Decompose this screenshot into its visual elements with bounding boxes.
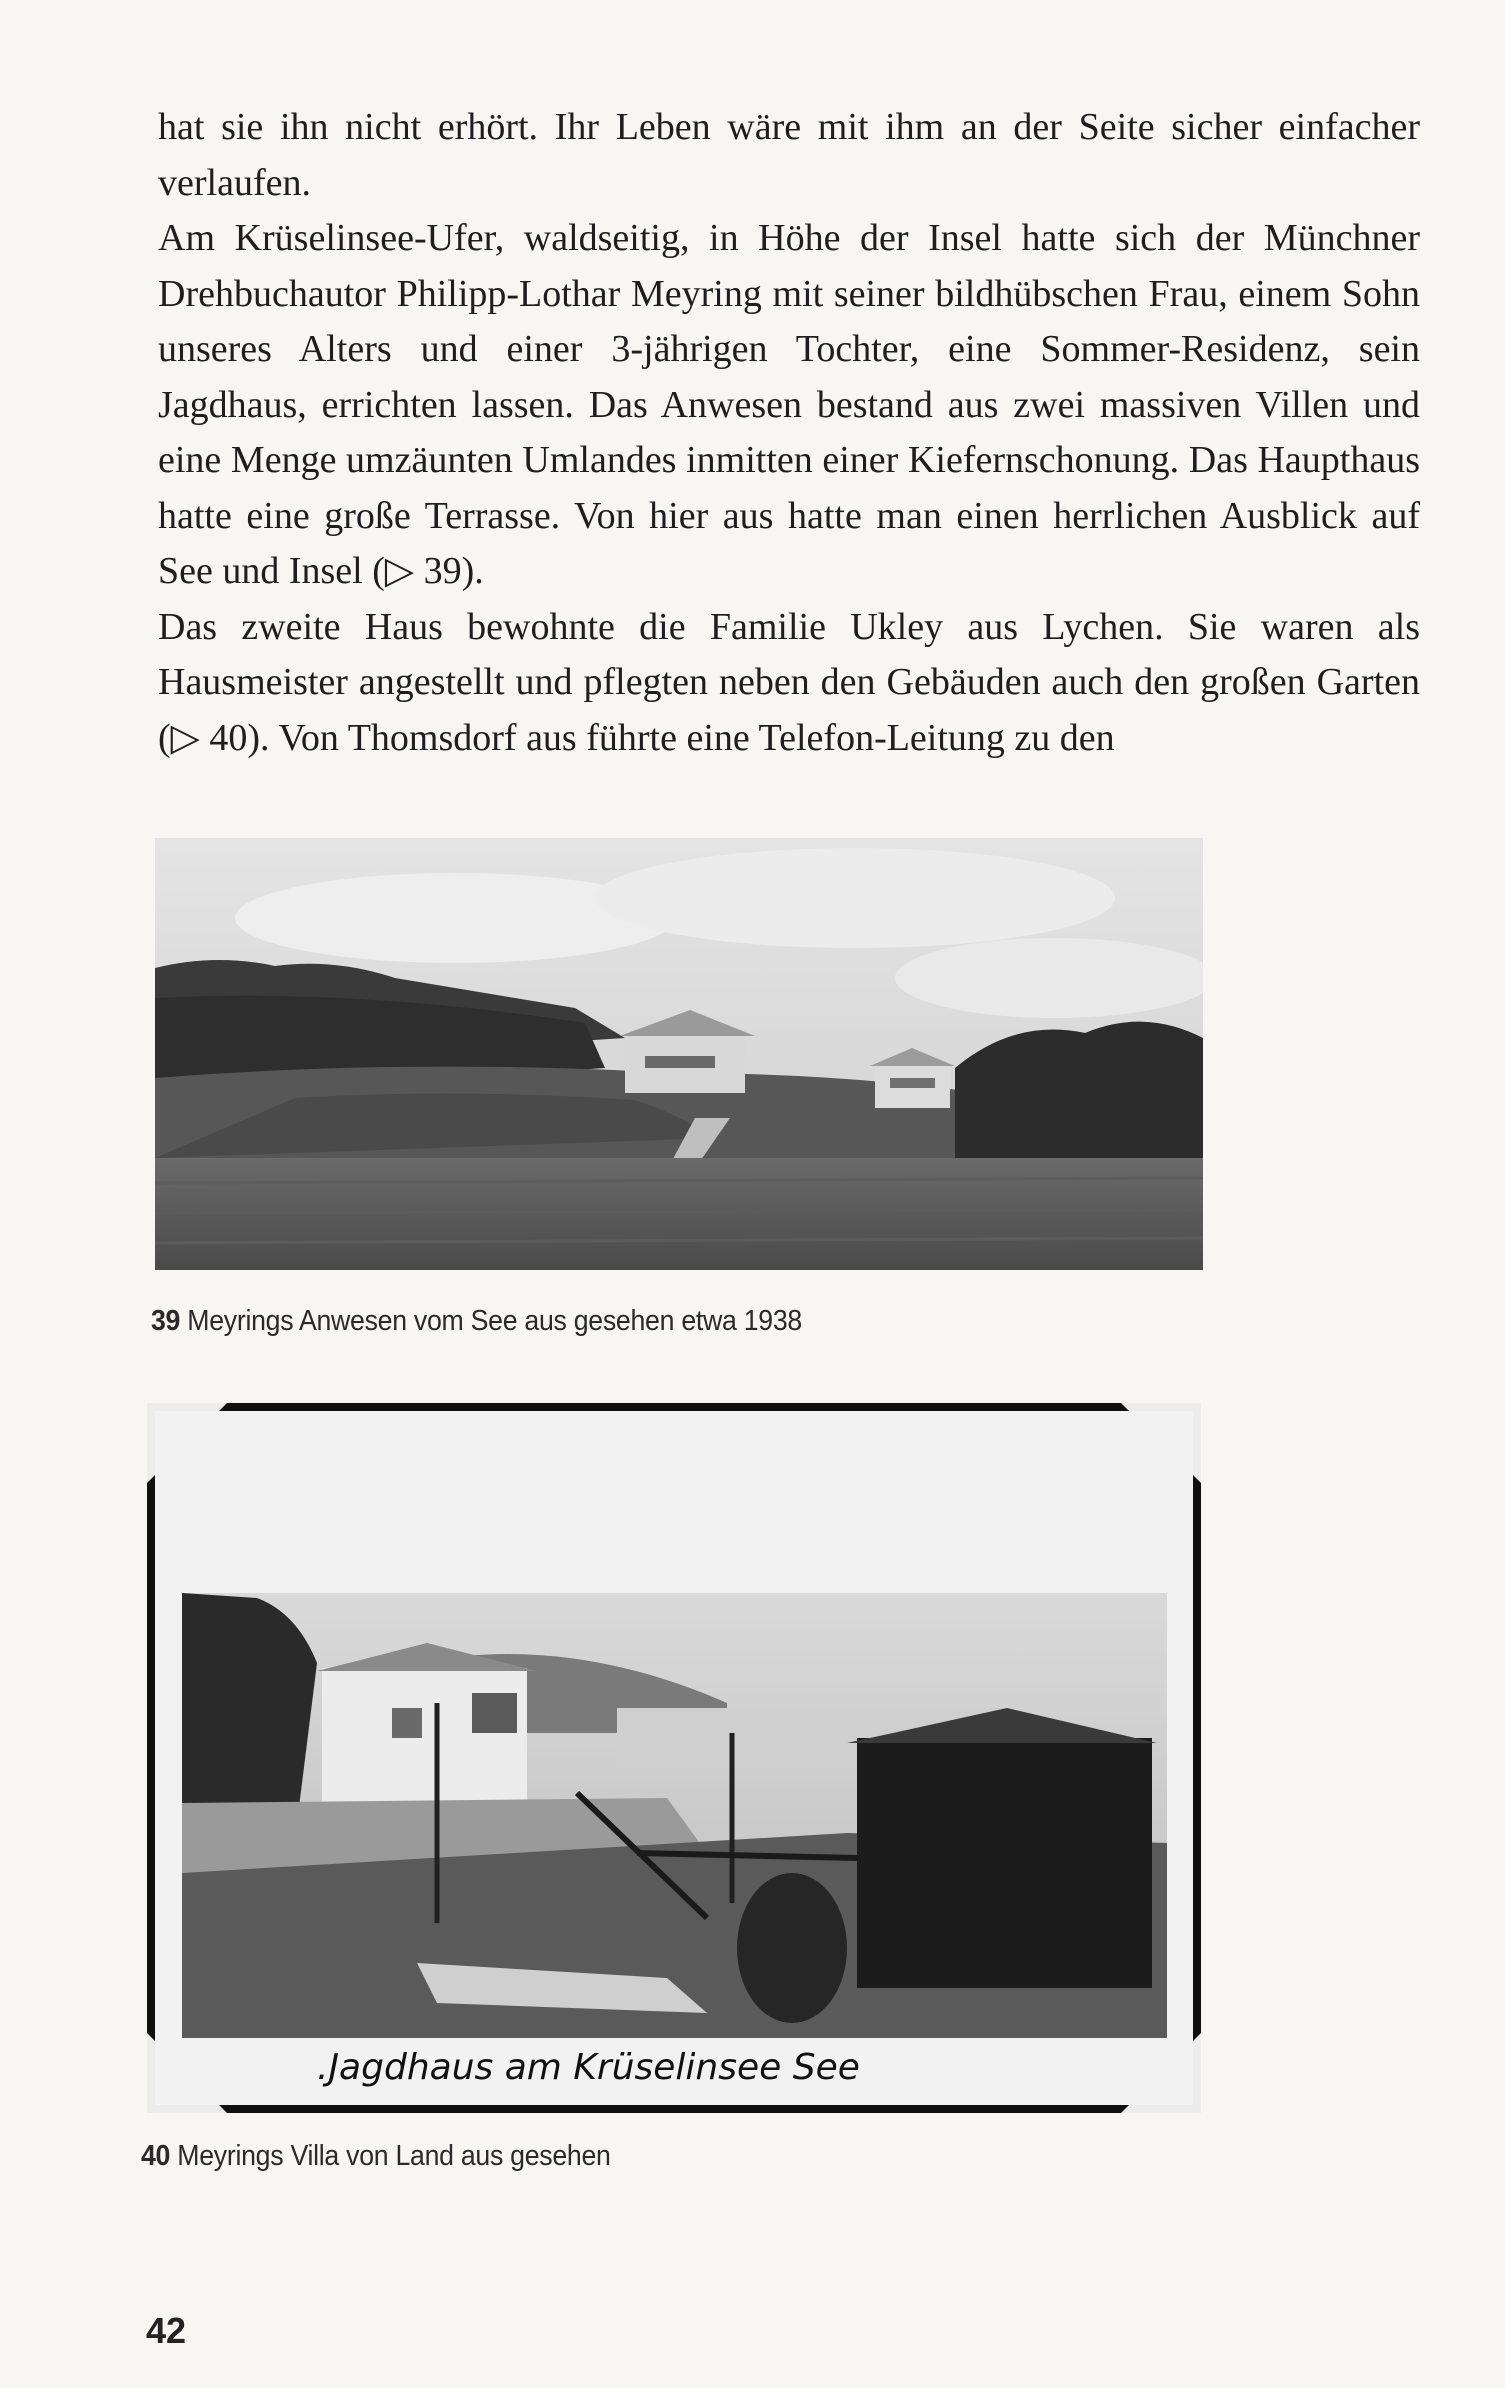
figure-40-caption [141, 2140, 611, 2173]
figure-39-caption [151, 1305, 802, 1338]
paragraph: Am Krüselinsee-Ufer, waldseitig, in Höhe der Insel hatte sich der Münchner Drehbuchautor Philipp-Lothar Meyring mit seiner bildhübschen Frau, einem Sohn unseres Alters und einer 3-jährigen Tochter, eine Sommer-Residenz, sein Jagdhaus, errichten lassen. Das Anwesen bestand aus zwei massiven Villen und eine Menge umzäunten Umlandes inmitten einer Kiefernschonung. Das Haupthaus hatte eine große Terrasse. Von hier aus hatte man einen herrlichen Ausblick auf See und Insel (▷ 39). [158, 217, 1420, 592]
figure-number: 39 [151, 1305, 181, 1337]
caption-text: Meyrings Anwesen vom See aus gesehen etwa 1938 [187, 1305, 802, 1337]
body-text [158, 100, 1420, 766]
handwritten-label: .Jagdhaus am Krüselinsee See [317, 2047, 860, 2088]
figure-number: 40 [141, 2140, 171, 2172]
paragraph: Das zweite Haus bewohnte die Familie Ukley aus Lychen. Sie waren als Hausmeister angestellt und pflegten neben den Gebäuden auch den großen Garten (▷ 40). Von Thomsdorf aus führte eine Telefon-Leitung zu den [158, 605, 1420, 759]
paragraph: hat sie ihn nicht erhört. Ihr Leben wäre mit ihm an der Seite sicher einfacher verlaufen. [158, 106, 1420, 204]
figure-39-photo [155, 838, 1203, 1270]
page-number: 42 [146, 2310, 187, 2351]
figure-40-photo [147, 1403, 1201, 2113]
caption-text: Meyrings Villa von Land aus gesehen [177, 2140, 611, 2172]
